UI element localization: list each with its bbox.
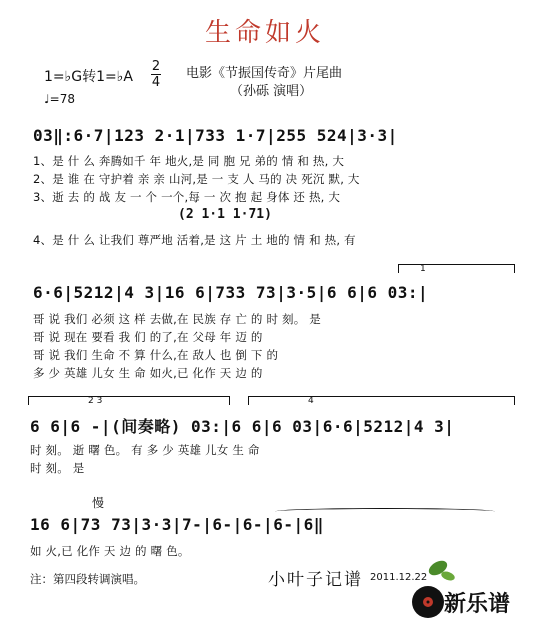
meter-top: 2 (151, 59, 161, 74)
transcription-date: 2011.12.22 (370, 572, 428, 583)
subtitle: 电影《节振国传奇》片尾曲 (186, 66, 343, 81)
volta-label-4: 4 (308, 396, 314, 406)
transcriber-signature: 小叶子记谱 (268, 570, 363, 590)
tie-arc (275, 508, 495, 515)
notation-row-1: 03‖:6·7|123 2·1|733 1·7|255 524|3·3| (33, 126, 398, 145)
notation-row-5: 16 6|73 73|3·3|7-|6-|6-|6-|6‖ (30, 515, 324, 534)
lyric-line-4-2: 时 刻。 是 (30, 461, 85, 475)
logo-text: 新乐谱 (444, 592, 511, 617)
meter-bottom: 4 (151, 75, 161, 90)
lyric-line-2-1: 4、是 什 么 让我们 尊严地 活着,是 这 片 土 地的 情 和 热, 有 (33, 233, 356, 247)
song-title: 生命如火 (205, 18, 326, 48)
volta-bracket-4 (248, 396, 515, 405)
lyric-line-3-4: 多 少 英雄 儿女 生 命 如火,已 化作 天 边 的 (33, 366, 263, 380)
lyric-line-3-1: 哥 说 我们 必须 这 样 去做,在 民族 存 亡 的 时 刻。 是 (33, 312, 321, 326)
notation-row-4: 6 6|6 -|(间奏略) 03:|6 6|6 03|6·6|5212|4 3| (30, 417, 455, 436)
key-signature: 1=♭G转1=♭A (44, 69, 133, 85)
singer-credit: （孙砾 演唱） (230, 84, 313, 99)
tempo-mark: ♩=78 (44, 92, 75, 106)
volta-label-23: 2 3 (88, 396, 103, 406)
lyric-line-1-1: 1、是 什 么 奔腾如千 年 地火,是 同 胞 兄 弟的 情 和 热, 大 (33, 154, 345, 168)
lyric-line-1-2: 2、是 谁 在 守护着 亲 亲 山河,是 一 支 人 马的 决 死沉 默, 大 (33, 172, 360, 186)
time-signature (151, 60, 161, 89)
lyric-line-5-1: 如 火,已 化作 天 边 的 曙 色。 (30, 544, 190, 558)
volta-bracket-1 (398, 264, 515, 273)
slow-marking: 慢 (92, 496, 105, 510)
footnote: 注：第四段转调演唱。 (30, 572, 145, 586)
lyric-line-3-3: 哥 说 我们 生命 不 算 什么,在 敌人 也 倒 下 的 (33, 348, 279, 362)
volta-bracket-23 (28, 396, 230, 405)
lyric-line-3-2: 哥 说 现在 要看 我 们 的了,在 父母 年 迈 的 (33, 330, 263, 344)
lyric-line-1-3: 3、逝 去 的 战 友 一 个 一个,每 一 次 抱 起 身体 还 热, 大 (33, 190, 341, 204)
volta-label-1: 1 (420, 264, 426, 274)
alternate-notation: (2 1·1 1·71) (178, 207, 272, 222)
lyric-line-4-1: 时 刻。 逝 曙 色。 有 多 少 英雄 儿女 生 命 (30, 443, 260, 457)
notation-row-3: 6·6|5212|4 3|16 6|733 73|3·5|6 6|6 03:| (33, 283, 429, 302)
